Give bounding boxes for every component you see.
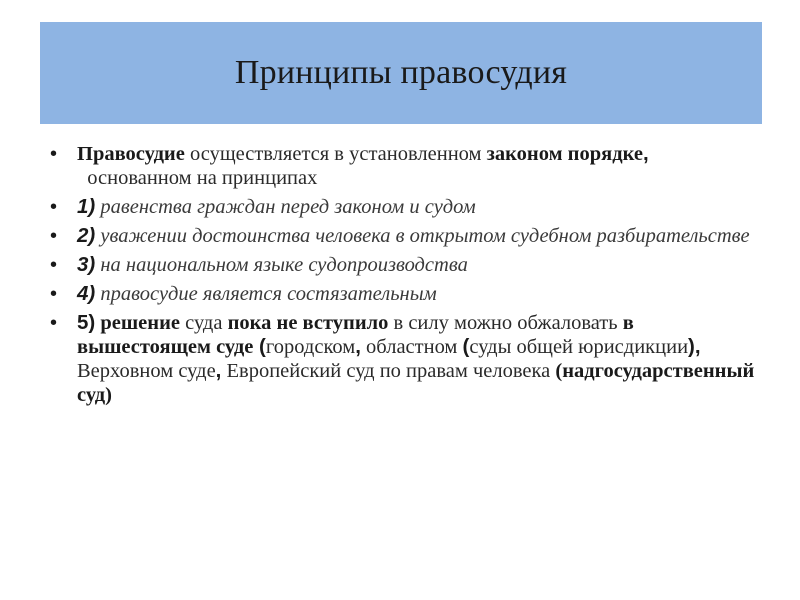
bullet-item-5 — [44, 311, 764, 407]
bullet-item-2 — [44, 224, 764, 248]
bullet-dot-icon: • — [50, 143, 58, 165]
bullet-number: 1) — [77, 195, 96, 218]
bullet-item-intro — [44, 142, 764, 190]
bullet-dot-icon: • — [50, 312, 58, 334]
bullet-number: 4) — [77, 282, 96, 305]
slide-title: Принципы правосудия — [234, 54, 568, 91]
text-bold: решение — [95, 312, 180, 334]
text-comma: , — [355, 335, 361, 358]
bullet-number: 3) — [77, 253, 96, 276]
text-bold: в вышестоящем суде — [77, 312, 634, 358]
text-bold: Правосудие — [77, 143, 185, 165]
text-bold: (надгосударственный суд) — [77, 360, 755, 406]
text-plain: осуществляется в установленном — [184, 143, 487, 165]
text-paren: ( — [253, 335, 266, 358]
text-comma: , — [215, 359, 222, 382]
bullet-list — [44, 142, 764, 412]
text-plain: Верховном суде — [77, 360, 216, 382]
bullet-text: уважении достоинства человека в открытом судебном разбирательстве — [95, 225, 750, 247]
text-plain: суда — [180, 312, 228, 334]
text-plain: в силу можно обжаловать — [388, 312, 623, 334]
text-bold: законом порядке — [486, 143, 643, 165]
text-comma: , — [643, 142, 649, 165]
bullet-number: 5) — [77, 311, 96, 334]
text-paren: ) — [688, 335, 695, 358]
text-comma: , — [694, 335, 701, 358]
text-plain: областном — [360, 336, 463, 358]
bullet-text: правосудие является состязательным — [95, 283, 437, 305]
bullet-number: 2) — [77, 224, 96, 247]
bullet-item-4 — [44, 282, 764, 306]
text-plain: суды общей юрисдикции — [469, 336, 689, 358]
text-paren: ( — [462, 335, 470, 358]
text-plain: городском — [265, 336, 356, 358]
text-plain: основанном на принципах — [77, 167, 318, 189]
bullet-dot-icon: • — [50, 225, 58, 247]
slide-title-box — [40, 22, 762, 124]
bullet-text: на национальном языке судопроизводства — [95, 254, 468, 276]
bullet-text: равенства граждан перед законом и судом — [95, 196, 476, 218]
bullet-item-1 — [44, 195, 764, 219]
bullet-item-3 — [44, 253, 764, 277]
text-bold: пока не вступило — [227, 312, 389, 334]
bullet-dot-icon: • — [50, 283, 58, 305]
bullet-dot-icon: • — [50, 196, 58, 218]
bullet-dot-icon: • — [50, 254, 58, 276]
text-plain: Европейский суд по правам человека — [221, 360, 556, 382]
